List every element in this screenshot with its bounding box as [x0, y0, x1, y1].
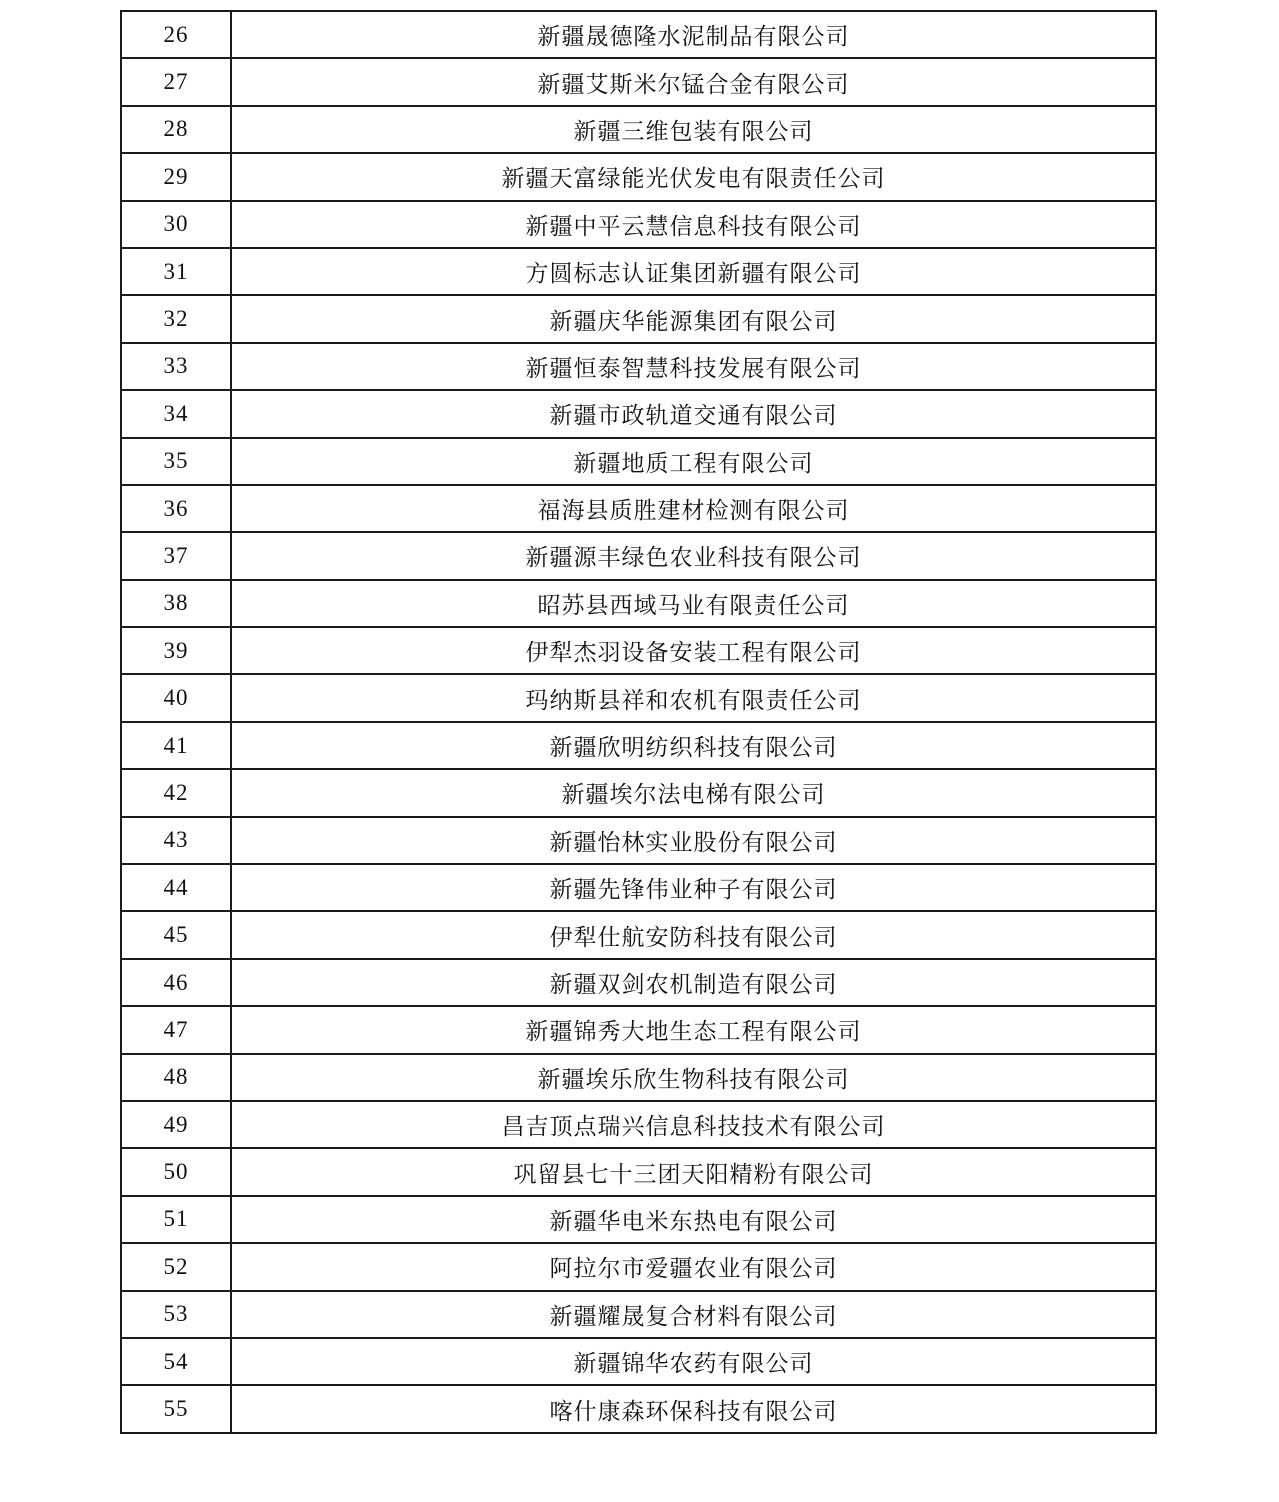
- company-name-cell: 新疆庆华能源集团有限公司: [231, 295, 1156, 342]
- table-row: [121, 1243, 1156, 1290]
- company-name-cell: 喀什康森环保科技有限公司: [231, 1385, 1156, 1432]
- company-name-cell: 昭苏县西域马业有限责任公司: [231, 580, 1156, 627]
- table-row: [121, 295, 1156, 342]
- row-number-cell: 55: [121, 1385, 231, 1432]
- row-number-cell: 54: [121, 1338, 231, 1385]
- company-name-cell: 新疆先锋伟业种子有限公司: [231, 864, 1156, 911]
- table-row: [121, 769, 1156, 816]
- company-name-cell: 新疆欣明纺织科技有限公司: [231, 722, 1156, 769]
- row-number-cell: 38: [121, 580, 231, 627]
- row-number-cell: 32: [121, 295, 231, 342]
- company-name-cell: 昌吉顶点瑞兴信息科技技术有限公司: [231, 1101, 1156, 1148]
- table-row: [121, 627, 1156, 674]
- company-name-cell: 新疆市政轨道交通有限公司: [231, 390, 1156, 437]
- table-row: [121, 1291, 1156, 1338]
- row-number-cell: 33: [121, 343, 231, 390]
- company-name-cell: 玛纳斯县祥和农机有限责任公司: [231, 674, 1156, 721]
- table-row: [121, 1385, 1156, 1432]
- company-name-cell: 新疆地质工程有限公司: [231, 438, 1156, 485]
- table-row: [121, 438, 1156, 485]
- company-name-cell: 新疆锦秀大地生态工程有限公司: [231, 1006, 1156, 1053]
- company-name-cell: 阿拉尔市爱疆农业有限公司: [231, 1243, 1156, 1290]
- company-name-cell: 福海县质胜建材检测有限公司: [231, 485, 1156, 532]
- company-name-cell: 新疆中平云慧信息科技有限公司: [231, 201, 1156, 248]
- company-name-cell: 新疆双剑农机制造有限公司: [231, 959, 1156, 1006]
- company-name-cell: 新疆怡林实业股份有限公司: [231, 817, 1156, 864]
- row-number-cell: 28: [121, 106, 231, 153]
- table-row: [121, 343, 1156, 390]
- table-row: [121, 201, 1156, 248]
- row-number-cell: 31: [121, 248, 231, 295]
- row-number-cell: 42: [121, 769, 231, 816]
- table-row: [121, 722, 1156, 769]
- table-row: [121, 1006, 1156, 1053]
- row-number-cell: 43: [121, 817, 231, 864]
- table-row: [121, 532, 1156, 579]
- row-number-cell: 50: [121, 1148, 231, 1195]
- table-row: [121, 1148, 1156, 1195]
- row-number-cell: 27: [121, 58, 231, 105]
- table-row: [121, 580, 1156, 627]
- company-name-cell: 新疆恒泰智慧科技发展有限公司: [231, 343, 1156, 390]
- company-name-cell: 新疆埃乐欣生物科技有限公司: [231, 1054, 1156, 1101]
- company-name-cell: 方圆标志认证集团新疆有限公司: [231, 248, 1156, 295]
- row-number-cell: 40: [121, 674, 231, 721]
- company-name-cell: 巩留县七十三团天阳精粉有限公司: [231, 1148, 1156, 1195]
- company-name-cell: 新疆晟德隆水泥制品有限公司: [231, 11, 1156, 58]
- row-number-cell: 35: [121, 438, 231, 485]
- table-row: [121, 1338, 1156, 1385]
- row-number-cell: 30: [121, 201, 231, 248]
- table-row: [121, 11, 1156, 58]
- table-row: [121, 911, 1156, 958]
- table-row: [121, 1196, 1156, 1243]
- table-body: [121, 11, 1156, 1433]
- row-number-cell: 44: [121, 864, 231, 911]
- table-row: [121, 864, 1156, 911]
- company-list-table: [120, 10, 1157, 1434]
- row-number-cell: 47: [121, 1006, 231, 1053]
- row-number-cell: 48: [121, 1054, 231, 1101]
- row-number-cell: 45: [121, 911, 231, 958]
- row-number-cell: 49: [121, 1101, 231, 1148]
- row-number-cell: 37: [121, 532, 231, 579]
- table-row: [121, 485, 1156, 532]
- row-number-cell: 53: [121, 1291, 231, 1338]
- row-number-cell: 51: [121, 1196, 231, 1243]
- row-number-cell: 36: [121, 485, 231, 532]
- table-row: [121, 817, 1156, 864]
- company-name-cell: 伊犁仕航安防科技有限公司: [231, 911, 1156, 958]
- table-row: [121, 1054, 1156, 1101]
- company-name-cell: 新疆三维包装有限公司: [231, 106, 1156, 153]
- company-name-cell: 新疆源丰绿色农业科技有限公司: [231, 532, 1156, 579]
- row-number-cell: 39: [121, 627, 231, 674]
- row-number-cell: 34: [121, 390, 231, 437]
- table-row: [121, 1101, 1156, 1148]
- company-name-cell: 新疆埃尔法电梯有限公司: [231, 769, 1156, 816]
- company-name-cell: 新疆艾斯米尔锰合金有限公司: [231, 58, 1156, 105]
- table-row: [121, 248, 1156, 295]
- table-row: [121, 106, 1156, 153]
- company-name-cell: 新疆天富绿能光伏发电有限责任公司: [231, 153, 1156, 200]
- table-row: [121, 390, 1156, 437]
- table-row: [121, 959, 1156, 1006]
- company-name-cell: 新疆华电米东热电有限公司: [231, 1196, 1156, 1243]
- row-number-cell: 26: [121, 11, 231, 58]
- table-row: [121, 674, 1156, 721]
- row-number-cell: 29: [121, 153, 231, 200]
- company-name-cell: 新疆耀晟复合材料有限公司: [231, 1291, 1156, 1338]
- company-name-cell: 新疆锦华农药有限公司: [231, 1338, 1156, 1385]
- row-number-cell: 46: [121, 959, 231, 1006]
- row-number-cell: 41: [121, 722, 231, 769]
- table-row: [121, 153, 1156, 200]
- company-name-cell: 伊犁杰羽设备安装工程有限公司: [231, 627, 1156, 674]
- table-row: [121, 58, 1156, 105]
- row-number-cell: 52: [121, 1243, 231, 1290]
